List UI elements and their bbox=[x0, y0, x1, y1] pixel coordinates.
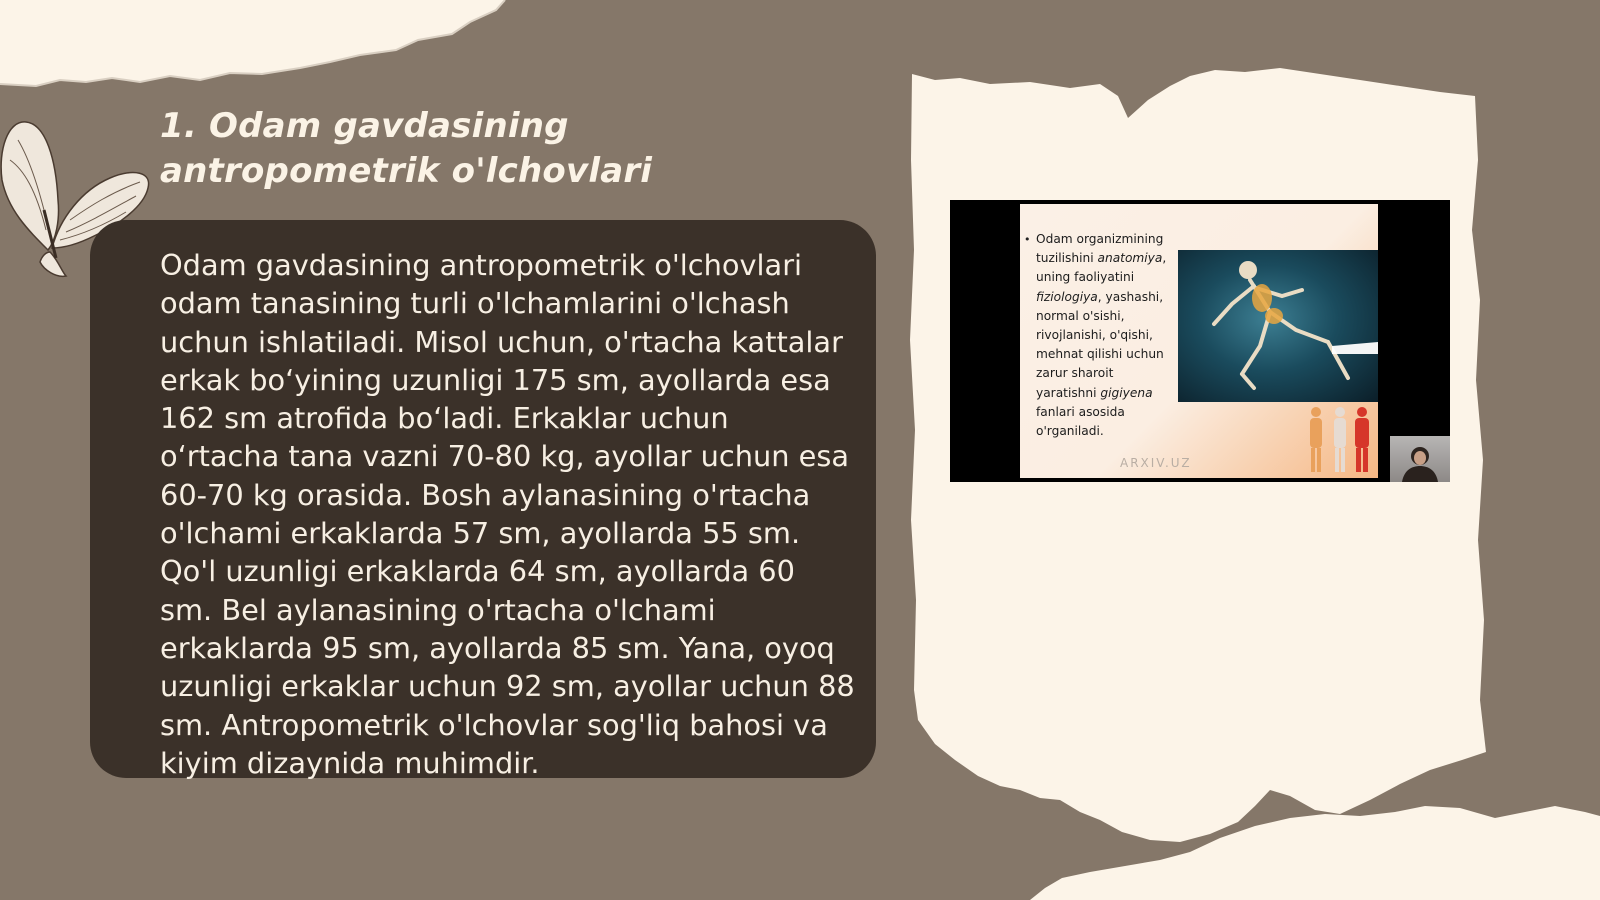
slide-body-text: Odam gavdasining antropometrik o'lchovlari odam tanasining turli o'lchamlarini o'lchash uchun ishlatiladi. Misol uchun, o'rtacha kattalar erkak bo‘yining uzunligi 175 sm, ayollarda esa 162 sm atrofida bo‘ladi. Erkaklar uchun o‘rtacha tana vazni 70-80 kg, ayollar uchun esa 60-70 kg orasida. Bosh aylanasining o'rtacha o'lchami erkaklarda 57 sm, ayollarda 55 sm. Qo'l uzunligi erkaklarda 64 sm, ayollarda 60 sm. Bel aylanasining o'rtacha o'lchami erkaklarda 95 sm, ayollarda 85 sm. Yana, oyoq uzunligi erkaklar uchun 92 sm, ayollar uchun 88 sm. Antropometrik o'lchovlar sog'liq bahosi va kiyim dizaynida muhimdir. bbox=[160, 248, 855, 780]
embedded-line: o'rganiladi. bbox=[1036, 424, 1104, 439]
embedded-slide-text bbox=[1036, 230, 1176, 441]
embedded-line: uning faoliyatini bbox=[1036, 270, 1135, 285]
embedded-line: fiziologiya, yashashi, bbox=[1036, 289, 1164, 304]
webcam-preview bbox=[1390, 436, 1450, 482]
embedded-slide bbox=[1020, 204, 1378, 478]
body-figures-image bbox=[1302, 404, 1378, 474]
embedded-line: fanlari asosida bbox=[1036, 404, 1125, 419]
slide-title: 1. Odam gavdasining antropometrik o'lchovlari bbox=[160, 106, 653, 191]
embedded-line: Odam organizmining bbox=[1036, 232, 1164, 246]
watermark: ARXIV.UZ bbox=[1120, 456, 1192, 470]
embedded-line: yaratishni gigiyena bbox=[1036, 385, 1153, 400]
presenter-avatar bbox=[1390, 436, 1450, 482]
embedded-line: zarur sharoit bbox=[1036, 366, 1114, 381]
bullet-icon: • bbox=[1024, 233, 1031, 246]
running-skeleton-icon bbox=[1178, 250, 1378, 402]
embedded-line: rivojlanishi, o'qishi, bbox=[1036, 328, 1153, 343]
embedded-line: mehnat qilishi uchun bbox=[1036, 347, 1164, 362]
skeleton-image bbox=[1178, 250, 1378, 402]
embedded-line: tuzilishini anatomiya, bbox=[1036, 251, 1167, 266]
embedded-line: normal o'sishi, bbox=[1036, 308, 1125, 323]
video-thumbnail[interactable] bbox=[950, 200, 1450, 482]
